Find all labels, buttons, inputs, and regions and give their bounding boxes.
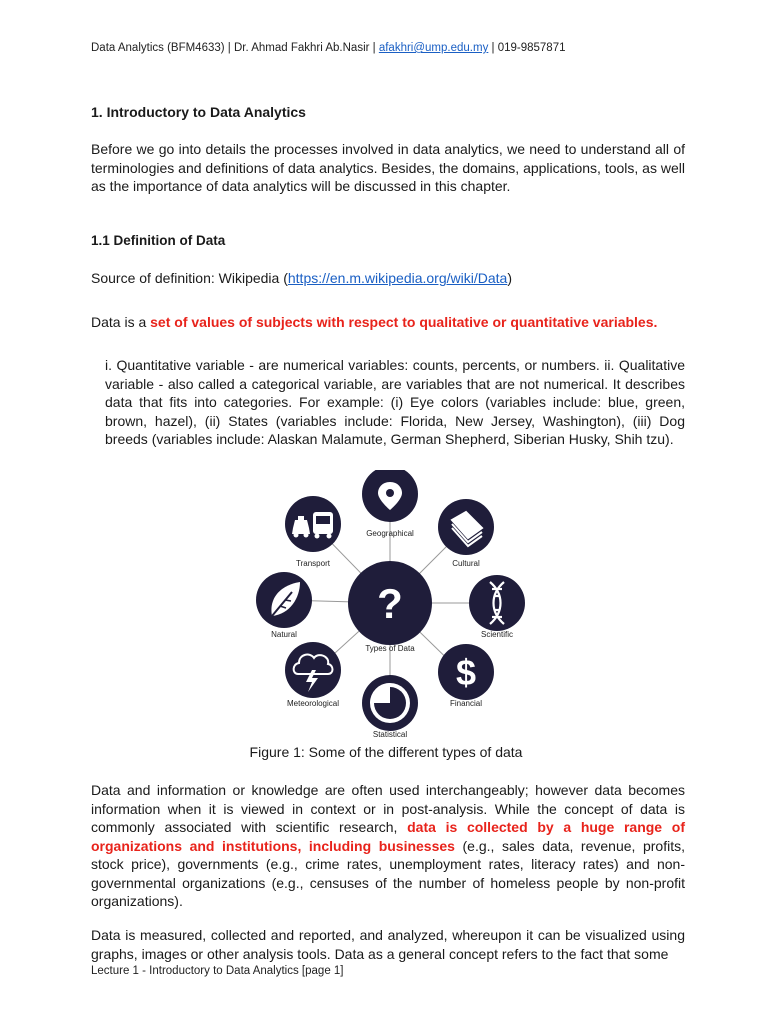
question-icon: ? bbox=[377, 580, 403, 627]
definition-highlight: set of values of subjects with respect to qualitative or quantitative variables. bbox=[150, 314, 658, 330]
header-text: Data Analytics (BFM4633) | Dr. Ahmad Fakhri Ab.Nasir | bbox=[91, 42, 379, 54]
node-financial bbox=[438, 644, 494, 700]
info-highlight: data is collected by a huge range of organizations and institutions, including businesses bbox=[91, 819, 685, 854]
header-phone: | 019-9857871 bbox=[488, 42, 566, 54]
node-transport bbox=[285, 496, 341, 552]
label-meteorological: Meteorological bbox=[286, 699, 340, 708]
node-scientific bbox=[469, 575, 525, 631]
center-node bbox=[348, 561, 432, 645]
label-geographical: Geographical bbox=[366, 529, 414, 538]
source-suffix: ) bbox=[507, 270, 512, 286]
data-definition bbox=[91, 313, 685, 332]
node-cultural bbox=[438, 499, 494, 555]
pie-chart-icon bbox=[370, 683, 410, 723]
definition-prefix: Data is a bbox=[91, 314, 151, 330]
dollar-icon: $ bbox=[455, 652, 477, 693]
info-paragraph bbox=[91, 781, 685, 911]
email-link[interactable]: afakhri@ump.edu.my bbox=[378, 42, 489, 54]
page-header bbox=[91, 42, 566, 54]
node-statistical bbox=[362, 675, 418, 731]
subsection-title: 1.1 Definition of Data bbox=[91, 233, 226, 248]
section-title: 1. Introductory to Data Analytics bbox=[91, 104, 306, 120]
info-text-part1: Data and information or knowledge are often used interchangeably; however data becomes information when it is viewed in context or in post-analysis. While the concept of data is commonly associated with scientific research, bbox=[91, 782, 685, 835]
types-of-data-figure bbox=[250, 470, 530, 740]
label-financial: Financial bbox=[449, 699, 483, 708]
page-footer: Lecture 1 - Introductory to Data Analytics [page 1] bbox=[91, 965, 344, 977]
label-statistical: Statistical bbox=[372, 730, 408, 739]
variables-paragraph: i. Quantitative variable - are numerical variables: counts, percents, or numbers. ii. Qualitative variable - also called a categorical variable, are variables that are not numerical. It describes data that fits into categories. For example: (i) Eye colors (variables include: blue, green, brown, hazel), (ii) States (variables include: Florida, New Jersey, Washington), (iii) Dog breeds (variables include: Alaskan Malamute, German Shepherd, Siberian Husky, Shih tzu). bbox=[105, 357, 685, 447]
source-line bbox=[91, 269, 685, 288]
wikipedia-link[interactable]: https://en.m.wikipedia.org/wiki/Data bbox=[287, 270, 508, 286]
info-text-part2: (e.g., sales data, revenue, profits, stock price), governments (e.g., crime rates, unemployment rates, literacy rates) and non-governmental organizations (e.g., censuses of the number of homeless people by non-profit organizations). bbox=[91, 837, 685, 909]
figure-caption: Figure 1: Some of the different types of data bbox=[249, 744, 523, 760]
node-natural bbox=[256, 572, 312, 628]
node-meteorological bbox=[285, 642, 341, 698]
node-geographical bbox=[362, 470, 418, 522]
label-natural: Natural bbox=[271, 630, 297, 639]
intro-paragraph: Before we go into details the processes involved in data analytics, we need to understand all of terminologies and definitions of data analytics. Besides, the domains, applications, tools, as well as the importance of data analytics will be discussed in this chapter. bbox=[91, 141, 685, 194]
center-label: Types of Data bbox=[365, 644, 415, 653]
label-scientific: Scientific bbox=[480, 630, 514, 639]
measured-paragraph: Data is measured, collected and reported, and analyzed, whereupon it can be visualized using graphs, images or other analysis tools. Data as a general concept refers to the fact that some bbox=[91, 927, 685, 962]
label-transport: Transport bbox=[296, 559, 330, 568]
label-cultural: Cultural bbox=[452, 559, 480, 568]
source-prefix: Source of definition: Wikipedia ( bbox=[91, 270, 288, 286]
